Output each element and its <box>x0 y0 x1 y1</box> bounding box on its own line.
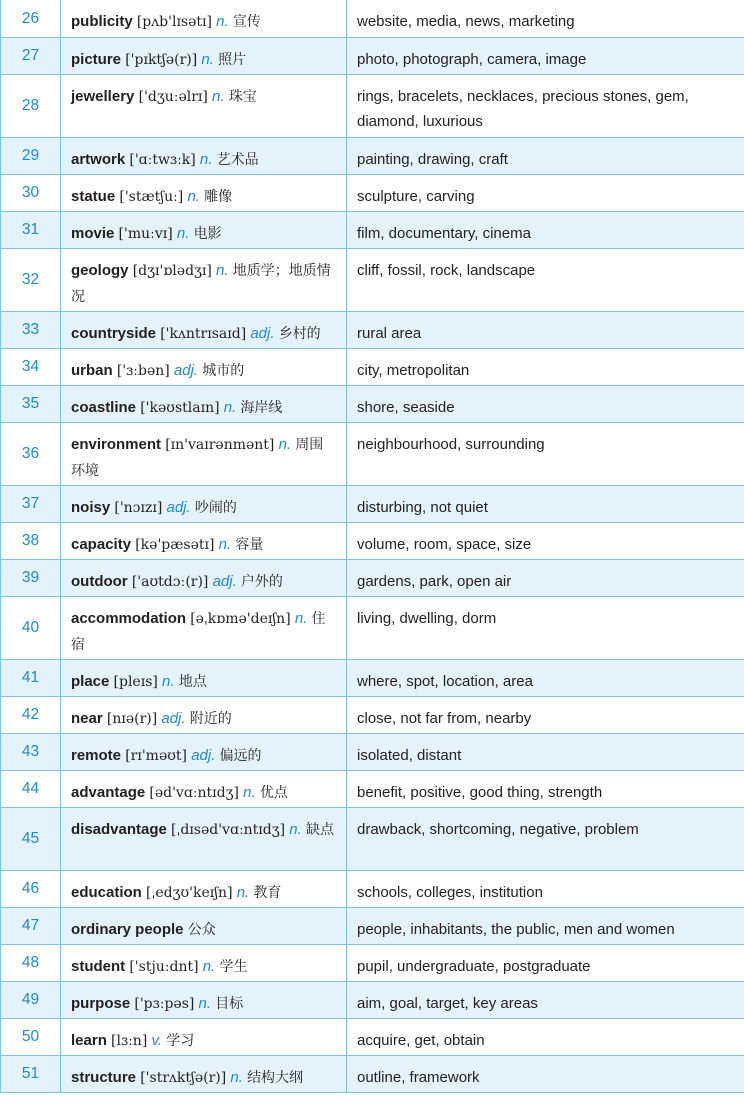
synonyms-cell: photo, photograph, camera, image <box>347 37 744 74</box>
headword-cell <box>61 522 347 559</box>
synonyms-cell: rural area <box>347 311 744 348</box>
chinese-meaning: 宣传 <box>232 14 261 30</box>
chinese-meaning: 学习 <box>166 1032 195 1049</box>
chinese-meaning: 缺点 <box>305 821 334 838</box>
table-row <box>1 311 744 348</box>
headword-cell <box>61 1055 347 1092</box>
entry-number: 45 <box>1 807 61 870</box>
chinese-meaning: 珠宝 <box>228 88 257 105</box>
synonyms-cell: rings, bracelets, necklaces, precious stones, gem, diamond, luxurious <box>347 74 744 137</box>
headword-cell <box>61 174 347 211</box>
table-row <box>1 37 744 74</box>
headword-cell <box>61 74 347 137</box>
phonetic: ['stjuːdnt] <box>129 958 199 975</box>
phonetic: [pleɪs] <box>113 673 158 690</box>
chinese-meaning: 学生 <box>219 958 248 975</box>
headword-cell <box>61 770 347 807</box>
table-row <box>1 696 744 733</box>
entry-number: 50 <box>1 1018 61 1055</box>
synonyms-cell: website, media, news, marketing <box>347 0 744 37</box>
synonyms-cell: people, inhabitants, the public, men and women <box>347 907 744 944</box>
headword: picture <box>71 50 122 68</box>
phonetic: ['pɪktʃə(r)] <box>125 51 198 68</box>
chinese-meaning: 附近的 <box>189 710 232 727</box>
part-of-speech: v. <box>151 1031 163 1049</box>
headword: environment <box>71 435 162 453</box>
phonetic: ['nɔɪzɪ] <box>114 499 163 516</box>
entry-number: 48 <box>1 944 61 981</box>
part-of-speech: n. <box>243 783 256 801</box>
chinese-meaning: 教育 <box>253 884 282 901</box>
synonyms-cell: schools, colleges, institution <box>347 870 744 907</box>
table-row <box>1 944 744 981</box>
synonyms-cell: painting, drawing, craft <box>347 137 744 174</box>
chinese-meaning: 容量 <box>235 536 264 553</box>
chinese-meaning: 电影 <box>193 225 222 242</box>
phonetic: ['strʌktʃə(r)] <box>140 1069 227 1086</box>
synonyms-cell: pupil, undergraduate, postgraduate <box>347 944 744 981</box>
headword-cell <box>61 311 347 348</box>
part-of-speech: n. <box>162 672 175 690</box>
phonetic: [lɜːn] <box>111 1032 148 1049</box>
headword-cell <box>61 211 347 248</box>
headword-cell <box>61 807 347 870</box>
headword: learn <box>71 1031 107 1049</box>
synonyms-cell: aim, goal, target, key areas <box>347 981 744 1018</box>
headword: movie <box>71 224 115 242</box>
synonyms-cell: film, documentary, cinema <box>347 211 744 248</box>
headword-cell <box>61 422 347 485</box>
synonyms-cell: outline, framework <box>347 1055 744 1092</box>
table-row <box>1 174 744 211</box>
table-row <box>1 770 744 807</box>
phonetic: ['kəʊstlaɪn] <box>140 399 220 416</box>
entry-number: 34 <box>1 348 61 385</box>
phonetic: [dʒɪ'ɒlədʒɪ] <box>132 262 212 279</box>
headword-cell <box>61 596 347 659</box>
headword: countryside <box>71 324 157 342</box>
part-of-speech: n. <box>201 50 214 68</box>
chinese-meaning: 雕像 <box>204 188 233 205</box>
phonetic: ['dʒuːəlrɪ] <box>138 88 208 105</box>
chinese-meaning: 乡村的 <box>278 325 321 342</box>
synonyms-cell: drawback, shortcoming, negative, problem <box>347 807 744 870</box>
headword-cell <box>61 981 347 1018</box>
table-row <box>1 559 744 596</box>
headword: disadvantage <box>71 820 167 838</box>
synonyms-cell: isolated, distant <box>347 733 744 770</box>
phonetic: [nɪə(r)] <box>106 710 158 727</box>
entry-number: 38 <box>1 522 61 559</box>
entry-number: 29 <box>1 137 61 174</box>
synonyms-cell: gardens, park, open air <box>347 559 744 596</box>
phonetic: ['ɜːbən] <box>116 362 170 379</box>
part-of-speech: n. <box>218 535 232 553</box>
headword: urban <box>71 361 113 379</box>
phonetic: ['kʌntrɪsaɪd] <box>160 325 247 342</box>
headword-cell <box>61 485 347 522</box>
entry-number: 33 <box>1 311 61 348</box>
chinese-meaning: 海岸线 <box>240 399 283 416</box>
entry-number: 35 <box>1 385 61 422</box>
headword-cell <box>61 696 347 733</box>
synonyms-cell: disturbing, not quiet <box>347 485 744 522</box>
table-row <box>1 248 744 311</box>
chinese-meaning: 结构大纲 <box>247 1069 304 1086</box>
headword: jewellery <box>71 87 135 105</box>
headword: coastline <box>71 398 137 416</box>
chinese-meaning: 照片 <box>218 51 247 68</box>
headword-cell <box>61 248 347 311</box>
part-of-speech: n. <box>202 957 216 975</box>
headword: education <box>71 883 142 901</box>
table-row <box>1 907 744 944</box>
phonetic: ['aʊtdɔː(r)] <box>131 573 209 590</box>
chinese-meaning: 城市的 <box>202 362 245 379</box>
part-of-speech: adj. <box>212 572 237 590</box>
headword: purpose <box>71 994 131 1012</box>
synonyms-cell: neighbourhood, surrounding <box>347 422 744 485</box>
headword: near <box>71 709 103 727</box>
table-row <box>1 137 744 174</box>
vocabulary-table-body <box>1 0 744 1092</box>
entry-number: 42 <box>1 696 61 733</box>
entry-number: 51 <box>1 1055 61 1092</box>
entry-number: 41 <box>1 659 61 696</box>
headword-cell <box>61 348 347 385</box>
headword-cell <box>61 1018 347 1055</box>
table-row <box>1 733 744 770</box>
part-of-speech: n. <box>199 150 213 168</box>
table-row <box>1 74 744 137</box>
phonetic: ['muːvɪ] <box>118 225 173 242</box>
chinese-meaning: 公众 <box>187 921 216 938</box>
phonetic: ['pɜːpəs] <box>134 995 195 1012</box>
headword-cell <box>61 559 347 596</box>
headword-cell <box>61 733 347 770</box>
table-row <box>1 807 744 870</box>
headword: outdoor <box>71 572 128 590</box>
phonetic: [ɪn'vaɪrənmənt] <box>165 436 275 453</box>
phonetic: [kə'pæsətɪ] <box>135 536 215 553</box>
part-of-speech: n. <box>289 820 302 838</box>
headword: structure <box>71 1068 137 1086</box>
entry-number: 27 <box>1 37 61 74</box>
phonetic: [əd'vɑːntɪdʒ] <box>149 784 239 801</box>
part-of-speech: n. <box>223 398 237 416</box>
chinese-meaning: 优点 <box>259 784 288 801</box>
headword: statue <box>71 187 116 205</box>
synonyms-cell: city, metropolitan <box>347 348 744 385</box>
entry-number: 44 <box>1 770 61 807</box>
synonyms-cell: volume, room, space, size <box>347 522 744 559</box>
headword: student <box>71 957 126 975</box>
synonyms-cell: close, not far from, nearby <box>347 696 744 733</box>
phonetic: [əˌkɒmə'deɪʃn] <box>190 610 291 627</box>
part-of-speech: n. <box>212 87 225 105</box>
headword-cell <box>61 37 347 74</box>
entry-number: 26 <box>1 0 61 37</box>
entry-number: 36 <box>1 422 61 485</box>
part-of-speech: n. <box>216 13 229 30</box>
part-of-speech: n. <box>187 187 200 205</box>
table-row <box>1 385 744 422</box>
phonetic: [ˌedʒʊ'keɪʃn] <box>146 884 233 901</box>
synonyms-cell: shore, seaside <box>347 385 744 422</box>
synonyms-cell: living, dwelling, dorm <box>347 596 744 659</box>
part-of-speech: adj. <box>161 709 186 727</box>
table-row <box>1 485 744 522</box>
chinese-meaning: 艺术品 <box>216 151 259 168</box>
headword: remote <box>71 746 122 764</box>
entry-number: 28 <box>1 74 61 137</box>
table-row <box>1 1018 744 1055</box>
headword-cell <box>61 870 347 907</box>
part-of-speech: n. <box>236 883 250 901</box>
headword: place <box>71 672 110 690</box>
headword: noisy <box>71 498 111 516</box>
chinese-meaning: 吵闹的 <box>194 499 237 516</box>
table-row <box>1 422 744 485</box>
table-row <box>1 1055 744 1092</box>
part-of-speech: n. <box>278 435 292 453</box>
phonetic: ['ɑːtwɜːk] <box>129 151 196 168</box>
entry-number: 31 <box>1 211 61 248</box>
entry-number: 47 <box>1 907 61 944</box>
entry-number: 46 <box>1 870 61 907</box>
synonyms-cell: acquire, get, obtain <box>347 1018 744 1055</box>
synonyms-cell: cliff, fossil, rock, landscape <box>347 248 744 311</box>
headword: advantage <box>71 783 146 801</box>
headword-cell <box>61 137 347 174</box>
headword: publicity <box>71 13 133 30</box>
table-row <box>1 348 744 385</box>
part-of-speech: n. <box>216 261 229 279</box>
entry-number: 49 <box>1 981 61 1018</box>
chinese-meaning: 户外的 <box>240 573 283 590</box>
part-of-speech: n. <box>176 224 190 242</box>
entry-number: 37 <box>1 485 61 522</box>
chinese-meaning: 住宿 <box>71 610 326 653</box>
phonetic: [ˌdɪsəd'vɑːntɪdʒ] <box>171 821 286 838</box>
headword: capacity <box>71 535 132 553</box>
entry-number: 39 <box>1 559 61 596</box>
entry-number: 40 <box>1 596 61 659</box>
phonetic: [pʌb'lɪsətɪ] <box>136 14 212 30</box>
headword: geology <box>71 261 129 279</box>
headword: artwork <box>71 150 126 168</box>
part-of-speech: n. <box>294 609 308 627</box>
part-of-speech: n. <box>198 994 212 1012</box>
part-of-speech: adj. <box>173 361 199 379</box>
synonyms-cell: benefit, positive, good thing, strength <box>347 770 744 807</box>
synonyms-cell: sculpture, carving <box>347 174 744 211</box>
synonyms-cell: where, spot, location, area <box>347 659 744 696</box>
entry-number: 30 <box>1 174 61 211</box>
chinese-meaning: 地点 <box>178 673 207 690</box>
entry-number: 43 <box>1 733 61 770</box>
chinese-meaning: 周围环境 <box>71 436 324 479</box>
chinese-meaning: 地质学；地质情况 <box>71 262 331 305</box>
table-row <box>1 870 744 907</box>
table-row <box>1 211 744 248</box>
headword-cell <box>61 385 347 422</box>
chinese-meaning: 偏远的 <box>219 747 262 764</box>
part-of-speech: adj. <box>166 498 191 516</box>
headword-cell <box>61 659 347 696</box>
part-of-speech: adj. <box>191 746 216 764</box>
headword: ordinary people <box>71 920 184 938</box>
table-row <box>1 659 744 696</box>
table-row <box>1 0 744 37</box>
headword-cell <box>61 944 347 981</box>
part-of-speech: n. <box>230 1068 243 1086</box>
headword: accommodation <box>71 609 187 627</box>
phonetic: ['stætʃuː] <box>119 188 184 205</box>
headword-cell <box>61 0 347 37</box>
table-row <box>1 981 744 1018</box>
chinese-meaning: 目标 <box>215 995 244 1012</box>
headword-cell <box>61 907 347 944</box>
table-row <box>1 522 744 559</box>
entry-number: 32 <box>1 248 61 311</box>
phonetic: [rɪ'məʊt] <box>125 747 188 764</box>
table-row <box>1 596 744 659</box>
part-of-speech: adj. <box>250 324 275 342</box>
